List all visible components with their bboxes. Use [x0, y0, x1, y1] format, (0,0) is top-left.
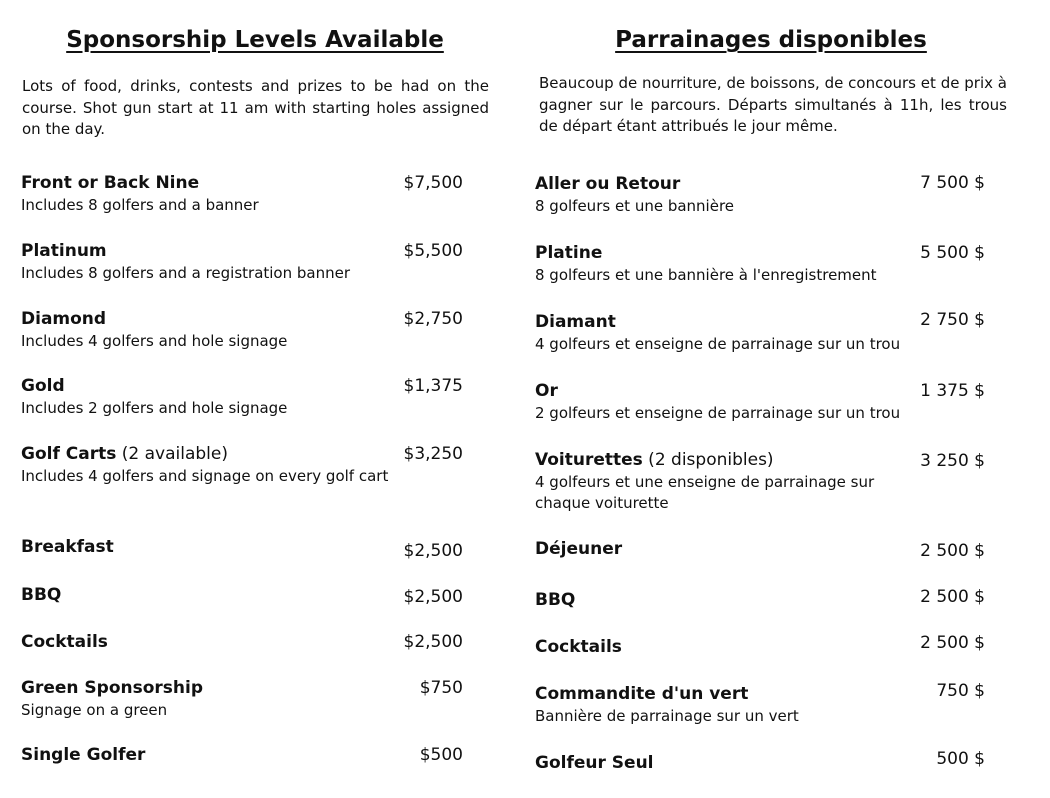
item-name: BBQ [21, 585, 62, 605]
item-price: $2,500 [403, 541, 463, 561]
item-price: $2,750 [403, 309, 463, 329]
item-description: Includes 8 golfers and a banner [21, 196, 259, 214]
french-title: Parrainages disponibles [615, 27, 927, 53]
item-description: Includes 4 golfers and signage on every golf cart [21, 467, 389, 485]
sponsorship-item [535, 633, 985, 658]
item-price: 2 750 $ [920, 310, 985, 330]
sponsorship-item [535, 380, 985, 424]
item-price: 2 500 $ [920, 541, 985, 561]
sponsorship-item [21, 172, 463, 216]
item-price: $2,500 [403, 632, 463, 652]
item-description: 2 golfeurs et enseigne de parrainage sur un trou [535, 404, 901, 422]
sponsorship-item [21, 677, 463, 721]
item-price: $2,500 [403, 587, 463, 607]
item-price: 3 250 $ [920, 451, 985, 471]
item-name: BBQ [535, 590, 576, 610]
item-price: 2 500 $ [920, 587, 985, 607]
item-description: Includes 8 golfers and a registration banner [21, 264, 351, 282]
item-name: Diamond [21, 309, 107, 329]
item-price: $5,500 [403, 241, 463, 261]
item-name: Golf Carts (2 available) [21, 444, 228, 464]
french-intro: Beaucoup de nourriture, de boissons, de concours et de prix à gagner sur le parcours. Départs simultanés à 11h, les trous de départ étant attribués le jour même. [539, 74, 1007, 135]
item-name: Or [535, 381, 558, 401]
item-name: Cocktails [21, 632, 108, 652]
sponsorship-item [21, 536, 463, 561]
sponsorship-item [535, 449, 985, 514]
english-title: Sponsorship Levels Available [66, 27, 444, 53]
item-description: 8 golfeurs et une bannière [535, 197, 735, 215]
sponsorship-item [535, 749, 985, 774]
item-description: Includes 2 golfers and hole signage [21, 399, 288, 417]
sponsorship-item [21, 744, 463, 766]
sponsorship-item [21, 308, 463, 352]
item-price: 750 $ [936, 681, 985, 701]
sponsorship-item [21, 375, 463, 419]
item-name: Golfeur Seul [535, 753, 654, 773]
item-price: 500 $ [936, 749, 985, 769]
sponsorship-item [535, 311, 985, 355]
item-price: 5 500 $ [920, 243, 985, 263]
item-description: Bannière de parrainage sur un vert [535, 707, 799, 725]
item-name: Gold [21, 376, 65, 396]
item-description: 4 golfeurs et enseigne de parrainage sur un trou [535, 335, 901, 353]
item-name: Aller ou Retour [535, 174, 681, 194]
item-name: Single Golfer [21, 745, 146, 765]
item-description: Includes 4 golfers and hole signage [21, 332, 288, 350]
item-price: $500 [419, 745, 463, 765]
item-price: 7 500 $ [920, 173, 985, 193]
sponsorship-item [21, 240, 463, 284]
item-description: Signage on a green [21, 701, 168, 719]
english-column [21, 0, 489, 798]
item-name: Green Sponsorship [21, 678, 204, 698]
item-price: $7,500 [403, 173, 463, 193]
item-name: Voiturettes (2 disponibles) [535, 450, 774, 470]
sponsorship-item [535, 538, 985, 560]
item-price: $750 [419, 678, 463, 698]
french-column [535, 0, 1007, 798]
item-name: Platine [535, 243, 603, 263]
item-name: Déjeuner [535, 539, 623, 559]
item-name: Breakfast [21, 537, 114, 557]
sponsorship-item [21, 443, 463, 487]
item-name: Commandite d'un vert [535, 684, 749, 704]
item-price: $3,250 [403, 444, 463, 464]
item-name: Cocktails [535, 637, 622, 657]
item-description: 8 golfeurs et une bannière à l'enregistrement [535, 266, 877, 284]
item-name: Platinum [21, 241, 107, 261]
english-intro: Lots of food, drinks, contests and prizes to be had on the course. Shot gun start at 11 am with starting holes assigned on the day. [22, 77, 489, 138]
item-price: 2 500 $ [920, 633, 985, 653]
sponsorship-item [535, 173, 985, 217]
item-price: $1,375 [403, 376, 463, 396]
sponsorship-item [535, 242, 985, 286]
item-name: Front or Back Nine [21, 173, 200, 193]
item-price: 1 375 $ [920, 381, 985, 401]
sponsorship-item [21, 584, 463, 606]
sponsorship-item [535, 589, 985, 611]
sponsorship-item [21, 631, 463, 653]
item-description: 4 golfeurs et une enseigne de parrainage sur chaque voiturette [535, 473, 875, 512]
sponsorship-item [535, 683, 985, 727]
item-name: Diamant [535, 312, 616, 332]
